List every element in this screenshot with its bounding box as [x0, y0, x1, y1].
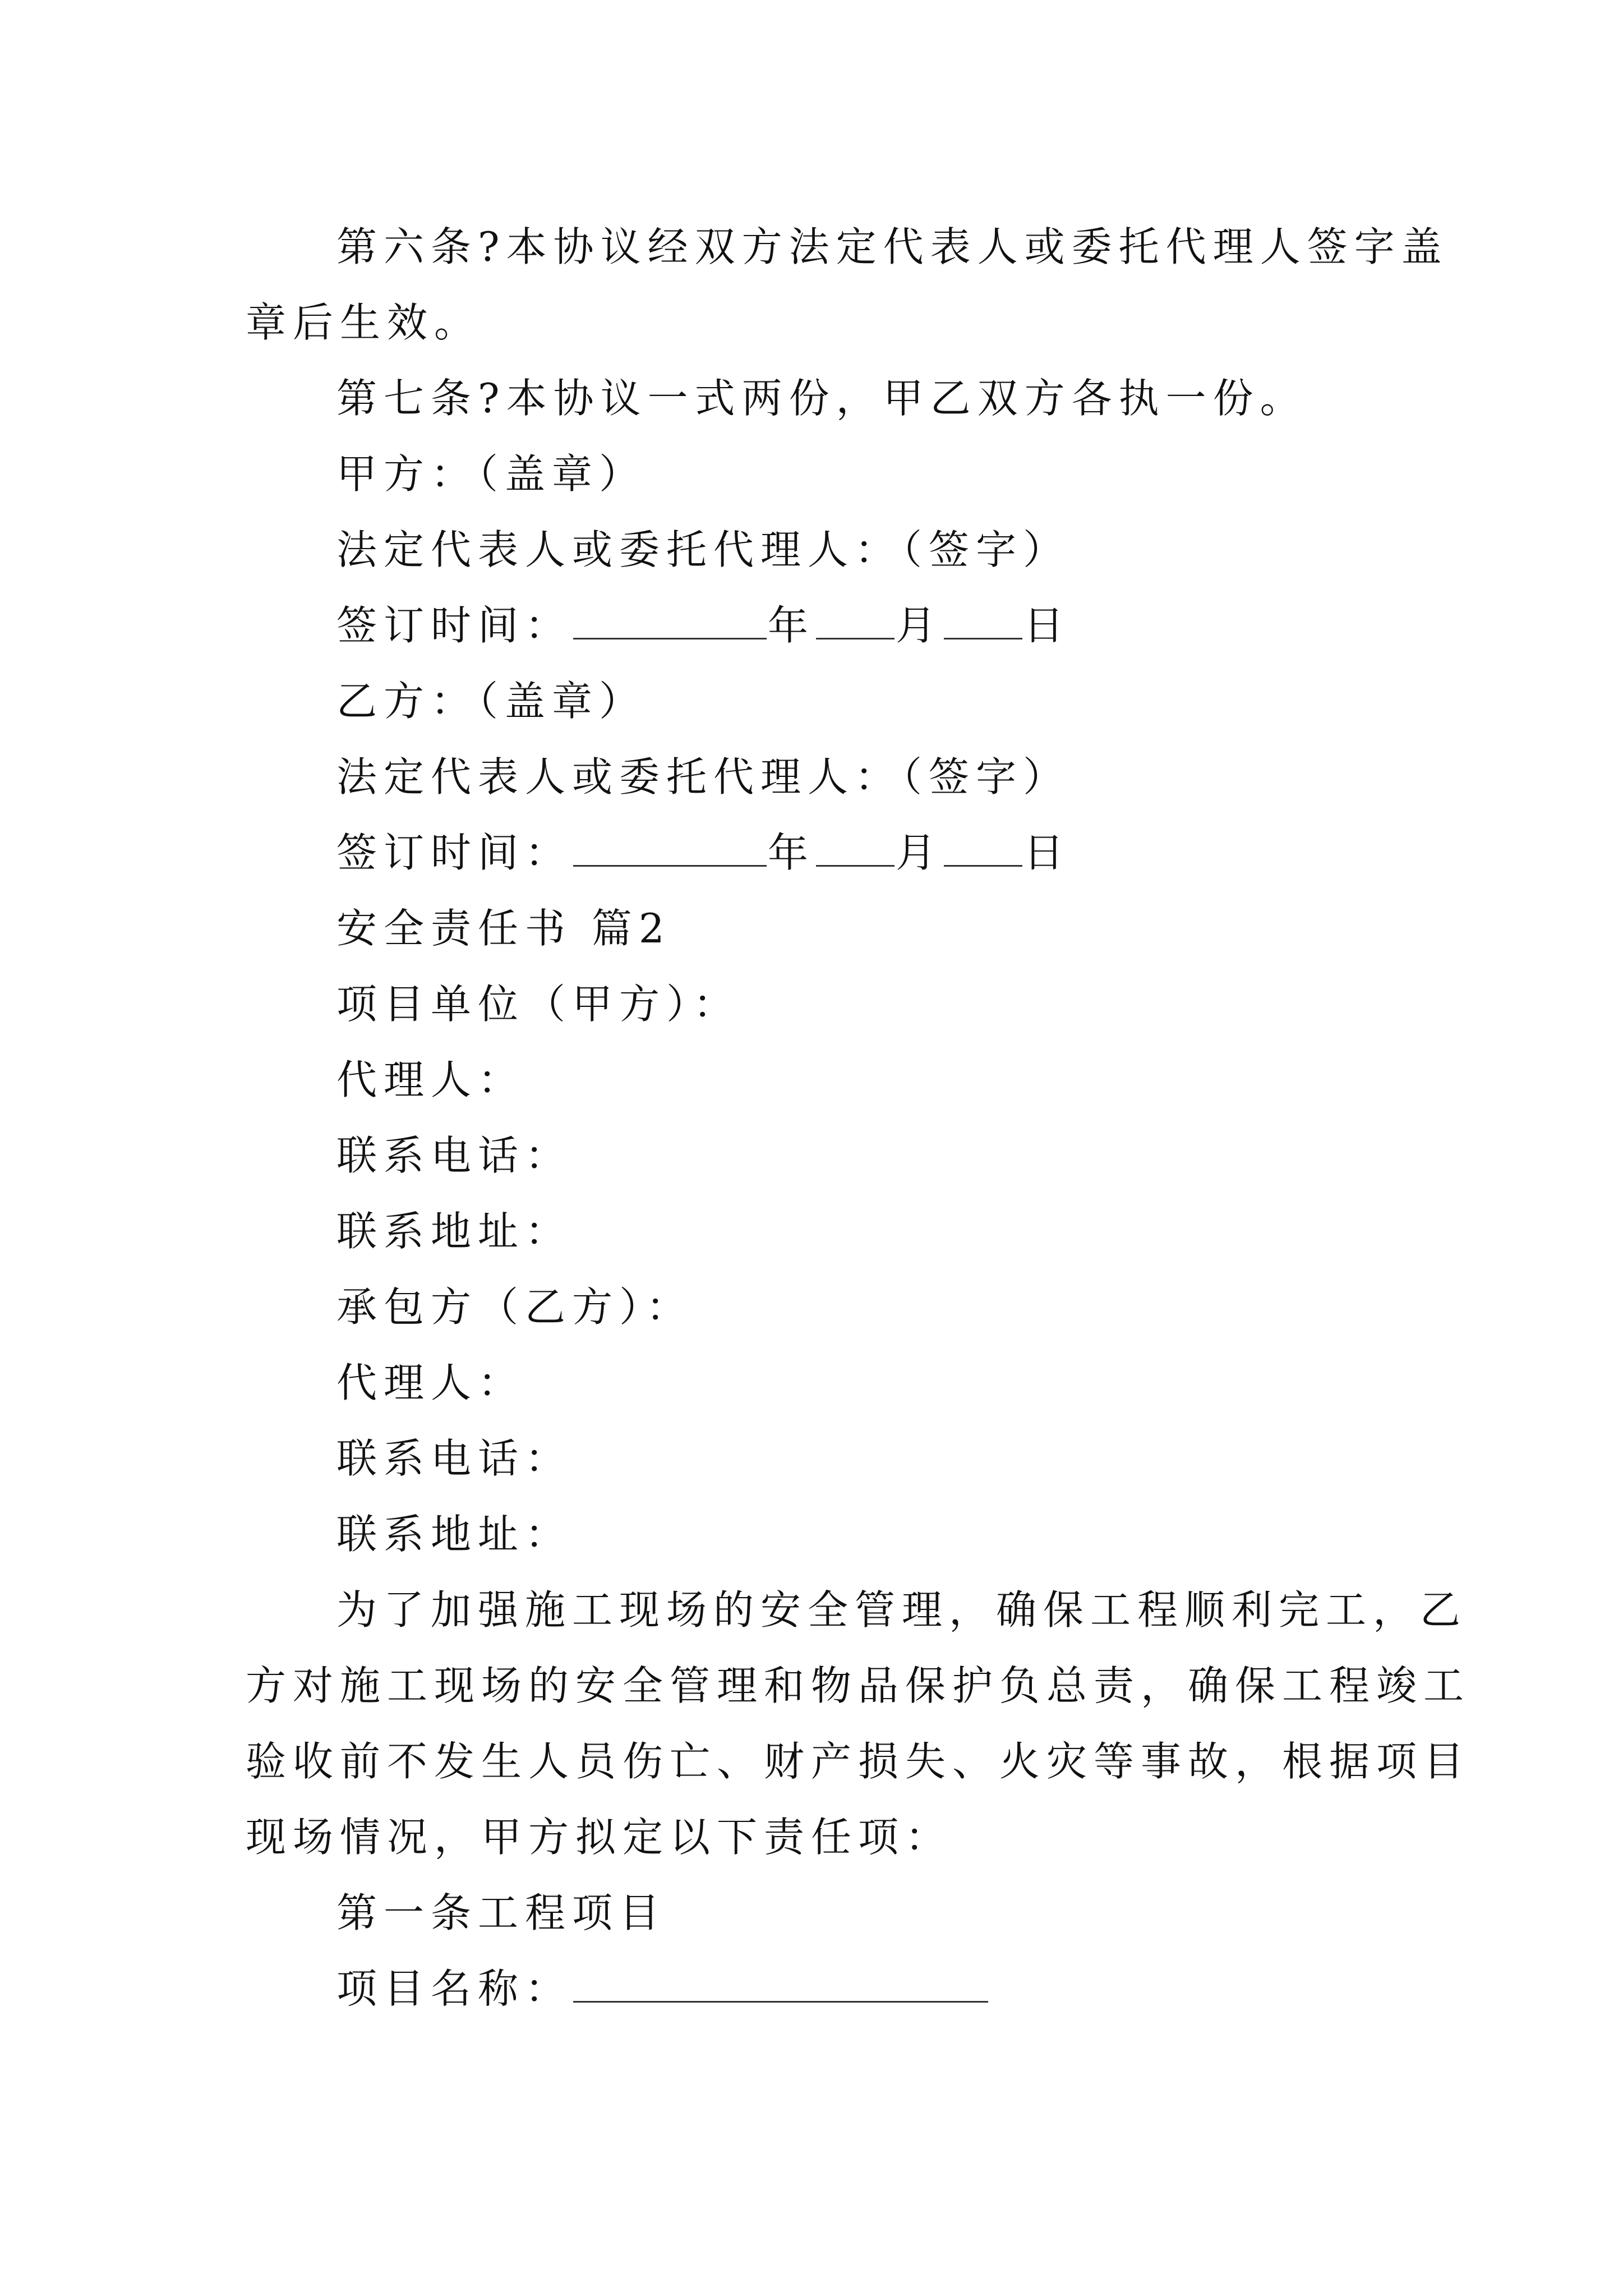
section-title: 安全责任书 篇2 — [336, 905, 671, 952]
intro-line1: 为了加强施工现场的安全管理，确保工程顺利完工，乙 — [336, 1586, 1468, 1634]
party-b-seal: 乙方：（盖章） — [336, 678, 647, 725]
party-a-sign-date — [336, 597, 1071, 654]
sign-date-label: 签订时间： — [336, 602, 573, 649]
month-label: 月 — [896, 829, 943, 876]
party-a-phone: 联系电话： — [336, 1132, 573, 1179]
party-b-agent: 代理人： — [336, 1359, 525, 1406]
year-label: 年 — [768, 602, 815, 649]
project-name-row — [336, 1961, 989, 2017]
party-b-unit: 承包方（乙方）： — [336, 1283, 694, 1331]
month-blank — [816, 864, 895, 867]
party-a-address: 联系地址： — [336, 1208, 573, 1255]
party-a-seal: 甲方：（盖章） — [336, 450, 647, 498]
party-b-representative: 法定代表人或委托代理人：（签字） — [336, 753, 1071, 800]
month-label: 月 — [896, 602, 943, 649]
party-b-sign-date — [336, 825, 1071, 881]
article6-line2: 章后生效。 — [246, 299, 482, 346]
year-blank — [573, 864, 767, 867]
article6-line1: 第六条?本协议经双方法定代表人或委托代理人签字盖 — [336, 223, 1449, 270]
party-b-address: 联系地址： — [336, 1511, 573, 1558]
day-blank — [944, 637, 1022, 639]
day-blank — [944, 864, 1022, 867]
year-label: 年 — [768, 829, 815, 876]
month-blank — [816, 637, 895, 639]
day-label: 日 — [1023, 829, 1071, 876]
intro-line4: 现场情况，甲方拟定以下责任项： — [246, 1814, 953, 1861]
intro-line3: 验收前不发生人员伤亡、财产损失、火灾等事故，根据项目 — [246, 1738, 1471, 1785]
project-name-blank — [573, 2000, 988, 2003]
sign-date-label: 签订时间： — [336, 829, 573, 876]
article1-title: 第一条工程项目 — [336, 1889, 667, 1936]
intro-line2: 方对施工现场的安全管理和物品保护负总责，确保工程竣工 — [246, 1662, 1471, 1709]
project-name-label: 项目名称： — [336, 1965, 573, 2012]
day-label: 日 — [1023, 602, 1071, 649]
party-a-agent: 代理人： — [336, 1056, 525, 1103]
article7: 第七条?本协议一式两份，甲乙双方各执一份。 — [336, 375, 1307, 422]
party-a-unit: 项目单位（甲方）： — [336, 981, 741, 1028]
year-blank — [573, 637, 767, 639]
party-b-phone: 联系电话： — [336, 1435, 573, 1482]
party-a-representative: 法定代表人或委托代理人：（签字） — [336, 526, 1071, 573]
